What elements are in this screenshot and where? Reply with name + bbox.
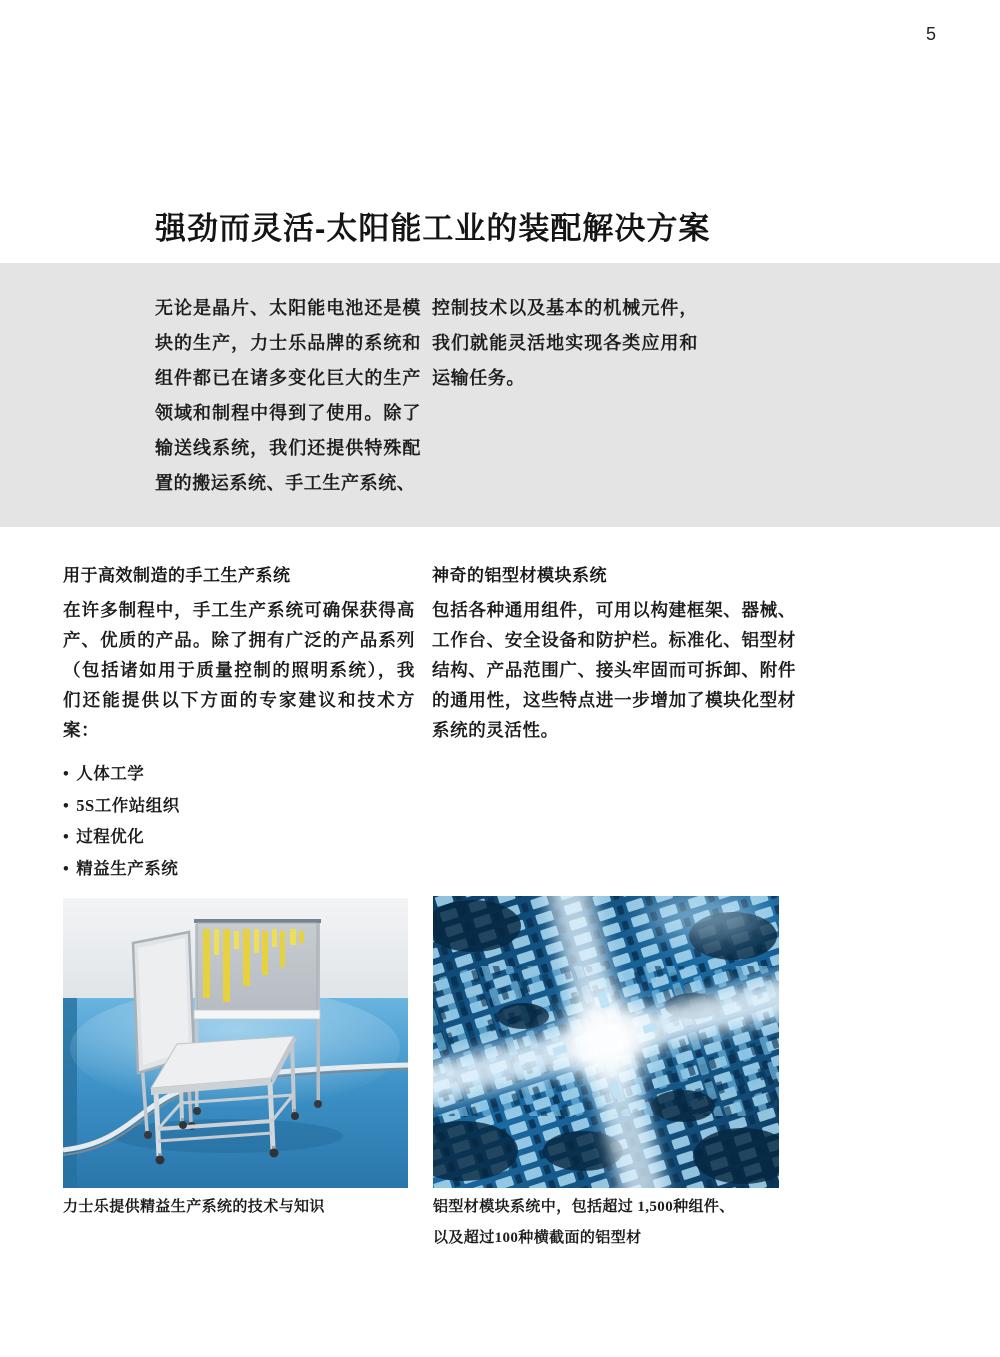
bullet-item: • 过程优化: [63, 821, 415, 853]
intro-paragraph-2: 控制技术以及基本的机械元件，我们就能灵活地实现各类应用和运输任务。: [432, 298, 698, 388]
section-manual-production: [63, 561, 415, 884]
intro-band: [0, 263, 1000, 527]
bullet-item: • 精益生产系统: [63, 853, 415, 885]
section-body-manual-production: 在许多制程中，手工生产系统可确保获得高产、优质的产品。除了拥有广泛的产品系列（包括诸如用于质量控制的照明系统），我们还能提供以下方面的专家建议和技术方案：: [63, 600, 415, 740]
figure-caption-aluminum-profiles: 铝型材模块系统中，包括超过 1,500种组件、以及超过100种横截面的铝型材: [433, 1199, 735, 1246]
bullet-item: • 5S工作站组织: [63, 790, 415, 822]
figure-lean-workstation-image: [63, 898, 408, 1188]
bullet-list: [63, 758, 415, 884]
figure-caption-lean-workstation: 力士乐提供精益生产系统的技术与知识: [63, 1199, 325, 1215]
section-body-profile-modules: 包括各种通用组件，可用以构建框架、器械、工作台、安全设备和防护栏。标准化、铝型材结构、产品范围广、接头牢固而可拆卸、附件的通用性，这些特点进一步增加了模块化型材系统的灵活性。: [432, 600, 796, 740]
section-profile-modules: [432, 561, 796, 745]
page-title: 强劲而灵活-太阳能工业的装配解决方案: [155, 211, 711, 246]
section-heading-profile-modules: 神奇的铝型材模块系统: [432, 566, 607, 585]
bullet-item: • 人体工学: [63, 758, 415, 790]
intro-paragraph-1: 无论是晶片、太阳能电池还是模块的生产，力士乐品牌的系统和组件都已在诸多变化巨大的生产领域和制程中得到了使用。除了输送线系统，我们还提供特殊配置的搬运系统、手工生产系统、: [155, 298, 421, 493]
figure-aluminum-profiles-image: [433, 896, 779, 1188]
section-heading-manual-production: 用于高效制造的手工生产系统: [63, 566, 291, 585]
page-number: 5: [926, 24, 937, 44]
